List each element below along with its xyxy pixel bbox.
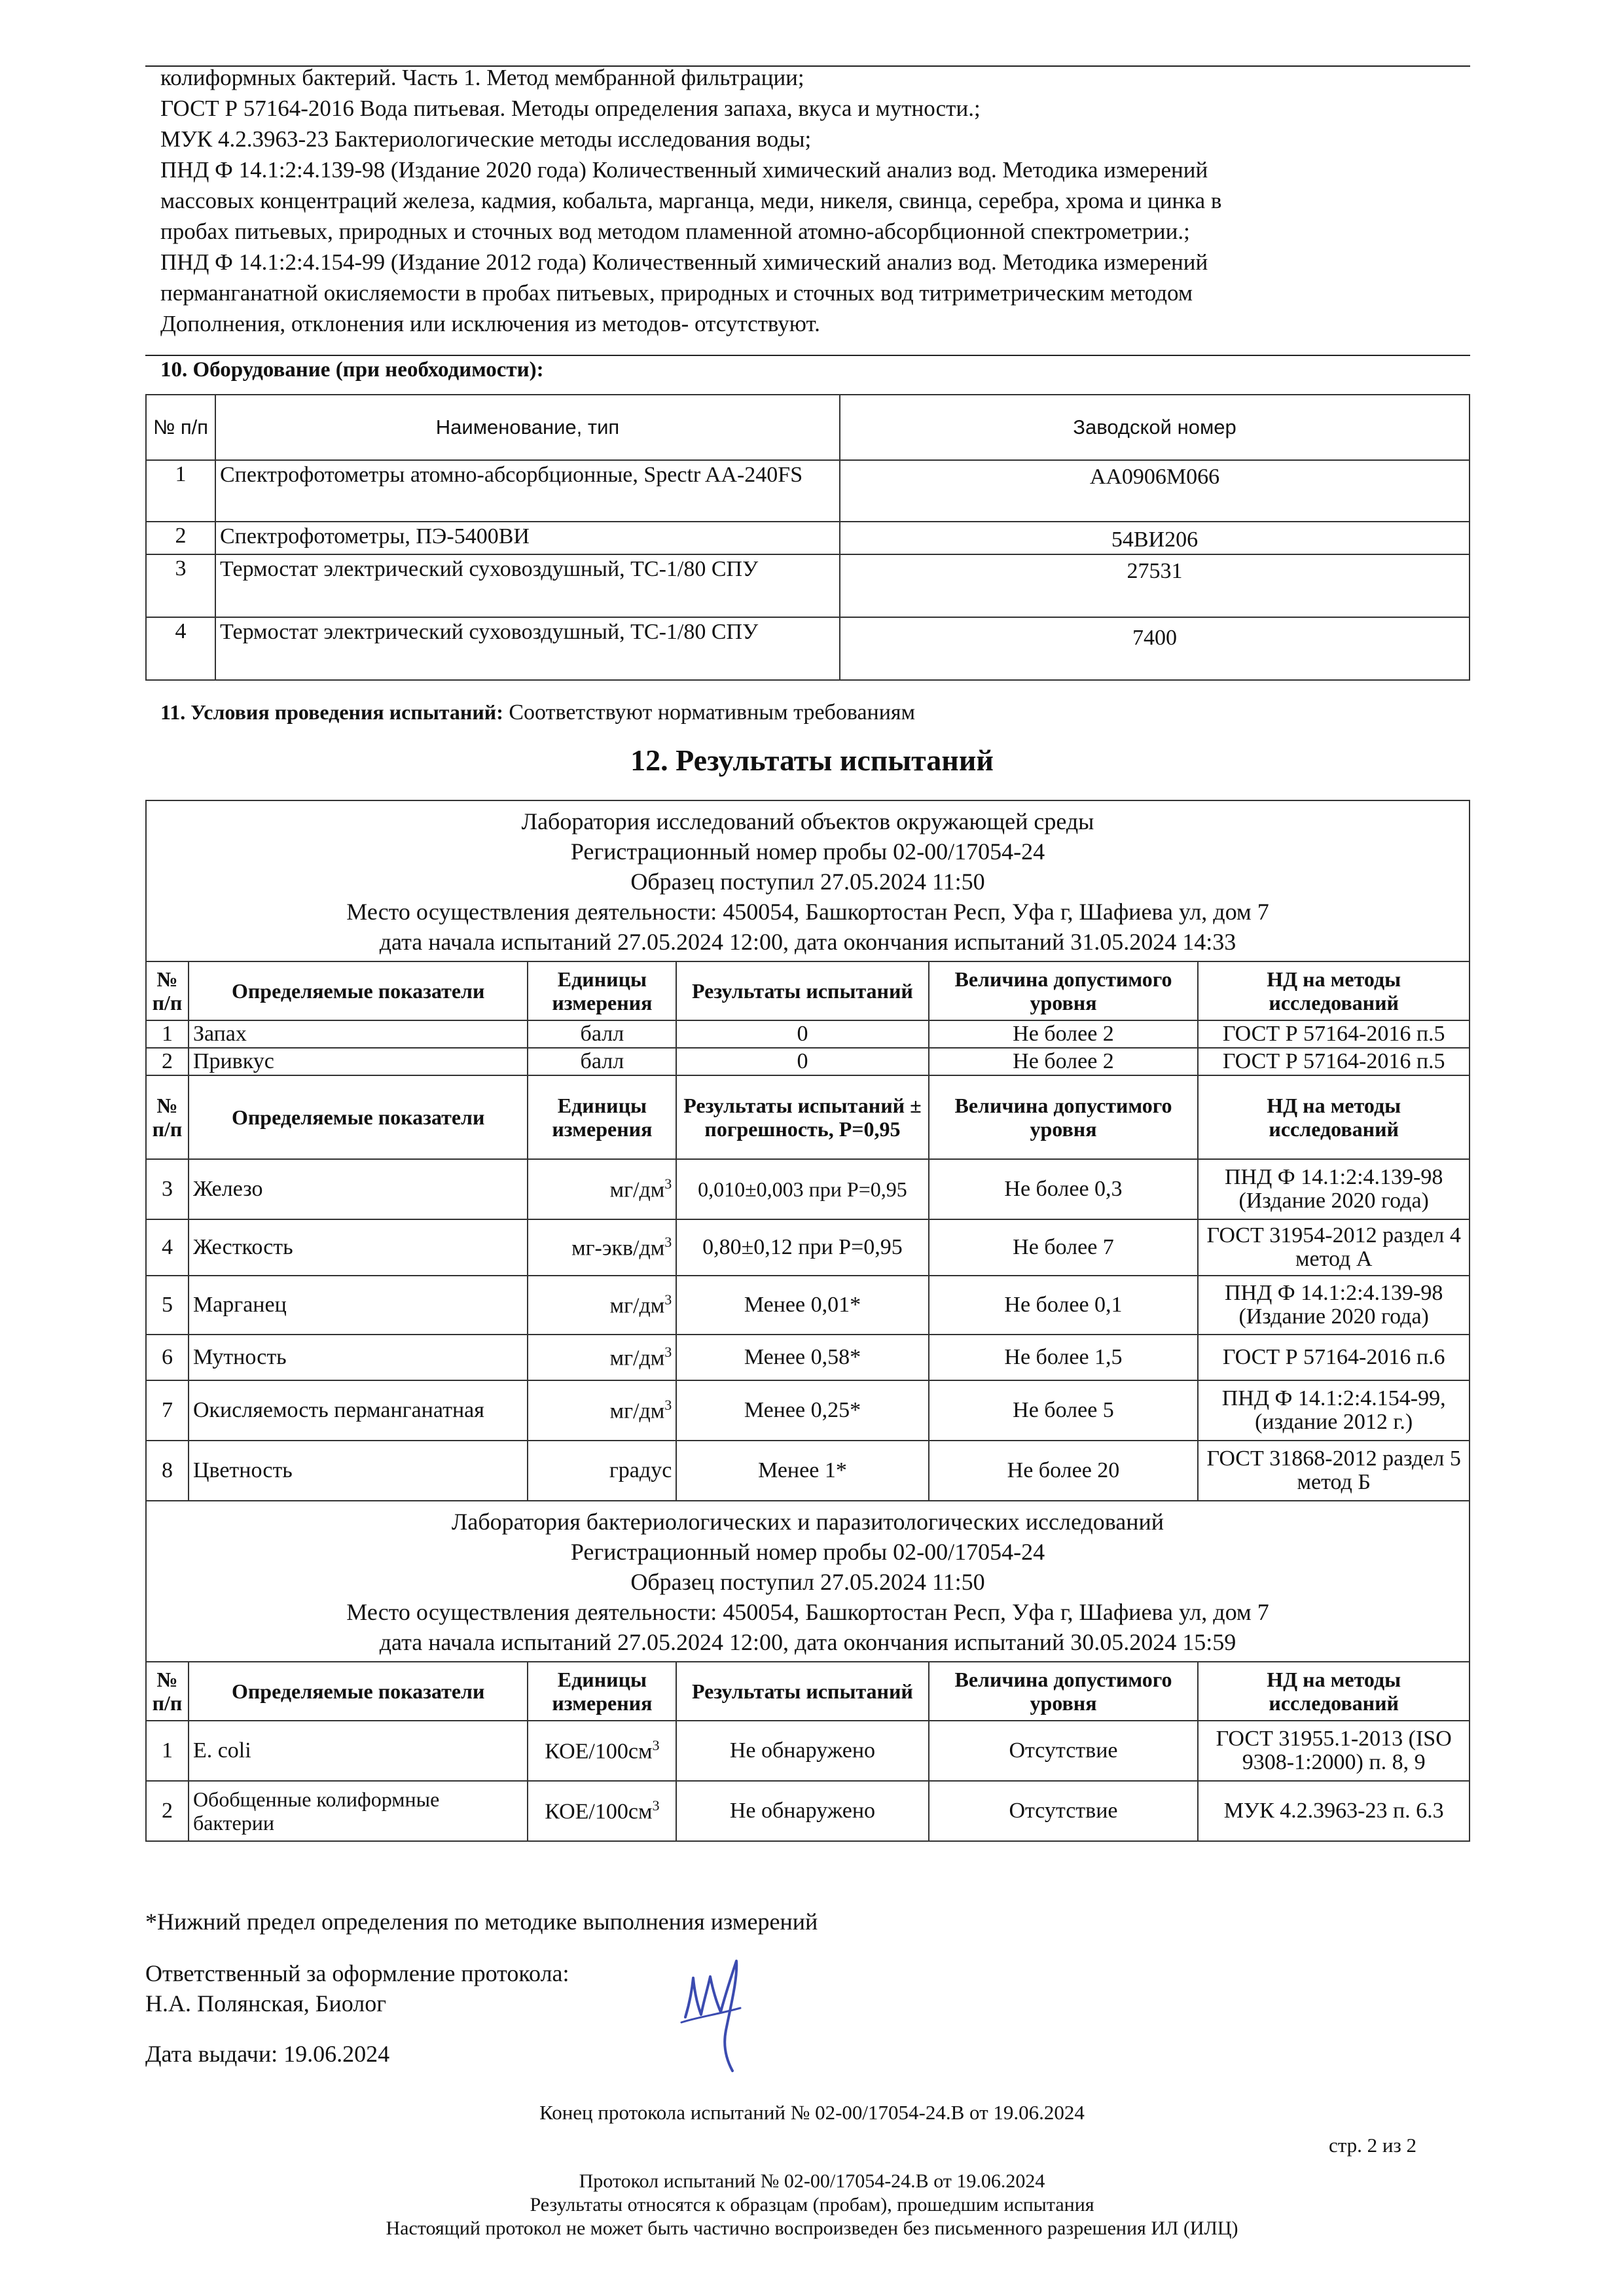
row-units: балл	[528, 1020, 676, 1048]
row-num: 5	[146, 1276, 189, 1335]
test-conditions	[160, 700, 915, 725]
equip-name: Термостат электрический суховоздушный, ТС-1/80 СПУ	[215, 617, 840, 680]
lab-block-env	[146, 800, 1470, 961]
equip-name: Спектрофотометры атомно-абсорбционные, Spectr AA-240FS	[215, 460, 840, 522]
row-num: 4	[146, 1219, 189, 1276]
row-limit: Не более 0,1	[929, 1276, 1199, 1335]
row-limit: Не более 1,5	[929, 1335, 1199, 1380]
col-indicator: Определяемые показатели	[189, 1075, 528, 1159]
equip-col-num: № п/п	[146, 395, 215, 460]
equipment-table	[145, 394, 1470, 681]
row-indicator: Привкус	[189, 1048, 528, 1075]
protocol-end: Конец протокола испытаний № 02-00/17054-24.В от 19.06.2024	[539, 2101, 1085, 2124]
row-units: балл	[528, 1048, 676, 1075]
col-limit: Величина допустимого уровня	[929, 961, 1199, 1020]
row-num: 1	[146, 1020, 189, 1048]
row-limit: Отсутствие	[929, 1721, 1199, 1781]
col-results: Результаты испытаний	[676, 961, 928, 1020]
row-nd: ГОСТ 31954-2012 раздел 4 метод А	[1198, 1219, 1470, 1276]
row-indicator: Запах	[189, 1020, 528, 1048]
activity-place: Место осуществления деятельности: 450054, Башкортостан Респ, Уфа г, Шафиева ул, дом 7	[346, 899, 1269, 925]
footer-line: Протокол испытаний № 02-00/17054-24.В от 19.06.2024	[579, 2170, 1045, 2192]
signature-image	[677, 1952, 749, 2076]
row-indicator: E. coli	[189, 1721, 528, 1781]
sample-received: Образец поступил 27.05.2024 11:50	[630, 1569, 985, 1595]
lab-block-bact	[146, 1501, 1470, 1662]
row-limit: Не более 0,3	[929, 1159, 1199, 1219]
row-num: 3	[146, 1159, 189, 1219]
row-indicator: Марганец	[189, 1276, 528, 1335]
methods-line: пробах питьевых, природных и сточных вод методом пламенной атомно-абсорбционной спектрометрии.;	[160, 219, 1190, 244]
equip-num: 3	[146, 554, 215, 617]
row-units	[528, 1335, 676, 1380]
lab-name: Лаборатория бактериологических и паразитологических исследований	[451, 1509, 1164, 1535]
equip-name: Спектрофотометры, ПЭ-5400ВИ	[215, 522, 840, 554]
row-nd: ПНД Ф 14.1:2:4.154-99, (издание 2012 г.)	[1198, 1380, 1470, 1441]
col-nd: НД на методы исследований	[1198, 1075, 1470, 1159]
conditions-label: 11. Условия проведения испытаний:	[160, 700, 503, 724]
methods-line: перманганатной окисляемости в пробах питьевых, природных и сточных вод титриметрическим методом	[160, 280, 1193, 306]
results-table	[145, 800, 1470, 1842]
col-limit: Величина допустимого уровня	[929, 1662, 1199, 1721]
methods-line: МУК 4.2.3963-23 Бактериологические методы исследования воды;	[160, 126, 812, 152]
methods-line: ПНД Ф 14.1:2:4.139-98 (Издание 2020 года) Количественный химический анализ вод. Методика измерений	[160, 157, 1208, 183]
row-nd: ГОСТ 31955.1-2013 (ISO 9308-1:2000) п. 8, 9	[1198, 1721, 1470, 1781]
col-indicator: Определяемые показатели	[189, 1662, 528, 1721]
row-units	[528, 1219, 676, 1276]
row-units	[528, 1721, 676, 1781]
row-units	[528, 1380, 676, 1441]
lab-name: Лаборатория исследований объектов окружающей среды	[521, 808, 1094, 834]
row-limit: Отсутствие	[929, 1781, 1199, 1841]
equip-serial: 27531	[840, 554, 1470, 617]
footer-line: Настоящий протокол не может быть частично воспроизведен без письменного разрешения ИЛ (ИЛЦ)	[386, 2217, 1238, 2239]
row-indicator: Обобщенные колиформные бактерии	[189, 1781, 528, 1841]
equip-name: Термостат электрический суховоздушный, ТС-1/80 СПУ	[215, 554, 840, 617]
equip-num: 2	[146, 522, 215, 554]
methods-line: массовых концентраций железа, кадмия, кобальта, марганца, меди, никеля, свинца, серебра, хрома и цинка в	[160, 188, 1222, 213]
unit-sup: 3	[664, 1397, 672, 1414]
row-limit: Не более 7	[929, 1219, 1199, 1276]
issue-date-label: Дата выдачи:	[145, 2041, 278, 2067]
unit-sup: 3	[664, 1291, 672, 1308]
row-num: 7	[146, 1380, 189, 1441]
activity-place: Место осуществления деятельности: 450054, Башкортостан Респ, Уфа г, Шафиева ул, дом 7	[346, 1599, 1269, 1625]
equip-num: 4	[146, 617, 215, 680]
unit-sup: 3	[664, 1234, 672, 1251]
row-nd: ГОСТ Р 57164-2016 п.6	[1198, 1335, 1470, 1380]
row-nd: ПНД Ф 14.1:2:4.139-98 (Издание 2020 года)	[1198, 1159, 1470, 1219]
row-units	[528, 1159, 676, 1219]
row-num: 2	[146, 1781, 189, 1841]
row-indicator: Окисляемость перманганатная	[189, 1380, 528, 1441]
row-nd: ГОСТ Р 57164-2016 п.5	[1198, 1020, 1470, 1048]
equip-serial: 54ВИ206	[840, 522, 1470, 554]
row-result: 0,010±0,003 при P=0,95	[676, 1159, 928, 1219]
row-nd: ГОСТ 31868-2012 раздел 5 метод Б	[1198, 1441, 1470, 1501]
col-num: № п/п	[146, 1075, 189, 1159]
row-result: Менее 1*	[676, 1441, 928, 1501]
responsible-block	[145, 1958, 569, 2018]
col-units: Единицы измерения	[528, 1075, 676, 1159]
footer-line: Результаты относятся к образцам (пробам), прошедшим испытания	[530, 2194, 1094, 2215]
methods-line: ГОСТ Р 57164-2016 Вода питьевая. Методы определения запаха, вкуса и мутности.;	[160, 96, 981, 121]
row-result: Не обнаружено	[676, 1721, 928, 1781]
col-num: № п/п	[146, 1662, 189, 1721]
row-indicator: Железо	[189, 1159, 528, 1219]
equip-col-serial: Заводской номер	[840, 395, 1470, 460]
row-units: градус	[528, 1441, 676, 1501]
equip-col-name: Наименование, тип	[215, 395, 840, 460]
row-result: 0	[676, 1048, 928, 1075]
responsible-label: Ответственный за оформление протокола:	[145, 1960, 569, 1986]
col-indicator: Определяемые показатели	[189, 961, 528, 1020]
results-title: 12. Результаты испытаний	[630, 744, 994, 777]
row-num: 8	[146, 1441, 189, 1501]
unit-text: мг/дм	[609, 1293, 665, 1318]
unit-text: КОЕ/100см	[545, 1799, 653, 1824]
col-results: Результаты испытаний	[676, 1662, 928, 1721]
methods-line: колиформных бактерий. Часть 1. Метод мембранной фильтрации;	[160, 65, 804, 90]
unit-text: мг/дм	[609, 1399, 665, 1424]
methods-line: Дополнения, отклонения или исключения из методов- отсутствуют.	[160, 311, 820, 336]
row-num: 6	[146, 1335, 189, 1380]
col-units: Единицы измерения	[528, 961, 676, 1020]
test-dates: дата начала испытаний 27.05.2024 12:00, дата окончания испытаний 30.05.2024 15:59	[379, 1629, 1236, 1655]
row-limit: Не более 2	[929, 1048, 1199, 1075]
row-result: Не обнаружено	[676, 1781, 928, 1841]
footnote: *Нижний предел определения по методике выполнения измерений	[145, 1909, 818, 1935]
unit-text: мг-экв/дм	[571, 1236, 665, 1261]
sample-received: Образец поступил 27.05.2024 11:50	[630, 869, 985, 895]
sample-reg-number: Регистрационный номер пробы 02-00/17054-24	[570, 1539, 1045, 1565]
issue-date	[145, 2040, 389, 2068]
row-result: 0,80±0,12 при P=0,95	[676, 1219, 928, 1276]
conditions-value: Соответствуют нормативным требованиям	[509, 700, 916, 725]
row-limit: Не более 5	[929, 1380, 1199, 1441]
row-nd: МУК 4.2.3963-23 п. 6.3	[1198, 1781, 1470, 1841]
row-nd: ПНД Ф 14.1:2:4.139-98 (Издание 2020 года)	[1198, 1276, 1470, 1335]
row-result: Менее 0,58*	[676, 1335, 928, 1380]
equip-serial: 7400	[840, 617, 1470, 680]
row-indicator: Цветность	[189, 1441, 528, 1501]
row-limit: Не более 2	[929, 1020, 1199, 1048]
col-limit: Величина допустимого уровня	[929, 1075, 1199, 1159]
col-nd: НД на методы исследований	[1198, 961, 1470, 1020]
col-nd: НД на методы исследований	[1198, 1662, 1470, 1721]
responsible-person: Н.А. Полянская, Биолог	[145, 1990, 386, 2017]
methods-list	[160, 62, 1463, 339]
col-units: Единицы измерения	[528, 1662, 676, 1721]
unit-sup: 3	[664, 1175, 672, 1193]
page-number: стр. 2 из 2	[1329, 2134, 1417, 2157]
row-nd: ГОСТ Р 57164-2016 п.5	[1198, 1048, 1470, 1075]
unit-sup: 3	[652, 1797, 660, 1814]
row-limit: Не более 20	[929, 1441, 1199, 1501]
row-result: Менее 0,25*	[676, 1380, 928, 1441]
row-result: 0	[676, 1020, 928, 1048]
row-units	[528, 1781, 676, 1841]
unit-sup: 3	[652, 1737, 660, 1754]
sample-reg-number: Регистрационный номер пробы 02-00/17054-24	[570, 838, 1045, 865]
section-rule	[145, 355, 1470, 356]
row-indicator: Мутность	[189, 1335, 528, 1380]
equip-serial: AA0906M066	[840, 460, 1470, 522]
col-results-error: Результаты испытаний ± погрешность, P=0,95	[676, 1075, 928, 1159]
unit-text: КОЕ/100см	[545, 1739, 653, 1764]
equipment-title: 10. Оборудование (при необходимости):	[160, 358, 544, 382]
test-dates: дата начала испытаний 27.05.2024 12:00, дата окончания испытаний 31.05.2024 14:33	[379, 929, 1236, 955]
page-footer	[0, 2170, 1624, 2240]
unit-sup: 3	[664, 1344, 672, 1361]
unit-text: мг/дм	[609, 1177, 665, 1202]
unit-text: мг/дм	[609, 1346, 665, 1371]
col-num: № п/п	[146, 961, 189, 1020]
row-result: Менее 0,01*	[676, 1276, 928, 1335]
row-units	[528, 1276, 676, 1335]
equip-num: 1	[146, 460, 215, 522]
issue-date-value: 19.06.2024	[283, 2041, 390, 2067]
methods-line: ПНД Ф 14.1:2:4.154-99 (Издание 2012 года) Количественный химический анализ вод. Методика измерений	[160, 249, 1208, 275]
row-indicator: Жесткость	[189, 1219, 528, 1276]
row-num: 1	[146, 1721, 189, 1781]
row-num: 2	[146, 1048, 189, 1075]
